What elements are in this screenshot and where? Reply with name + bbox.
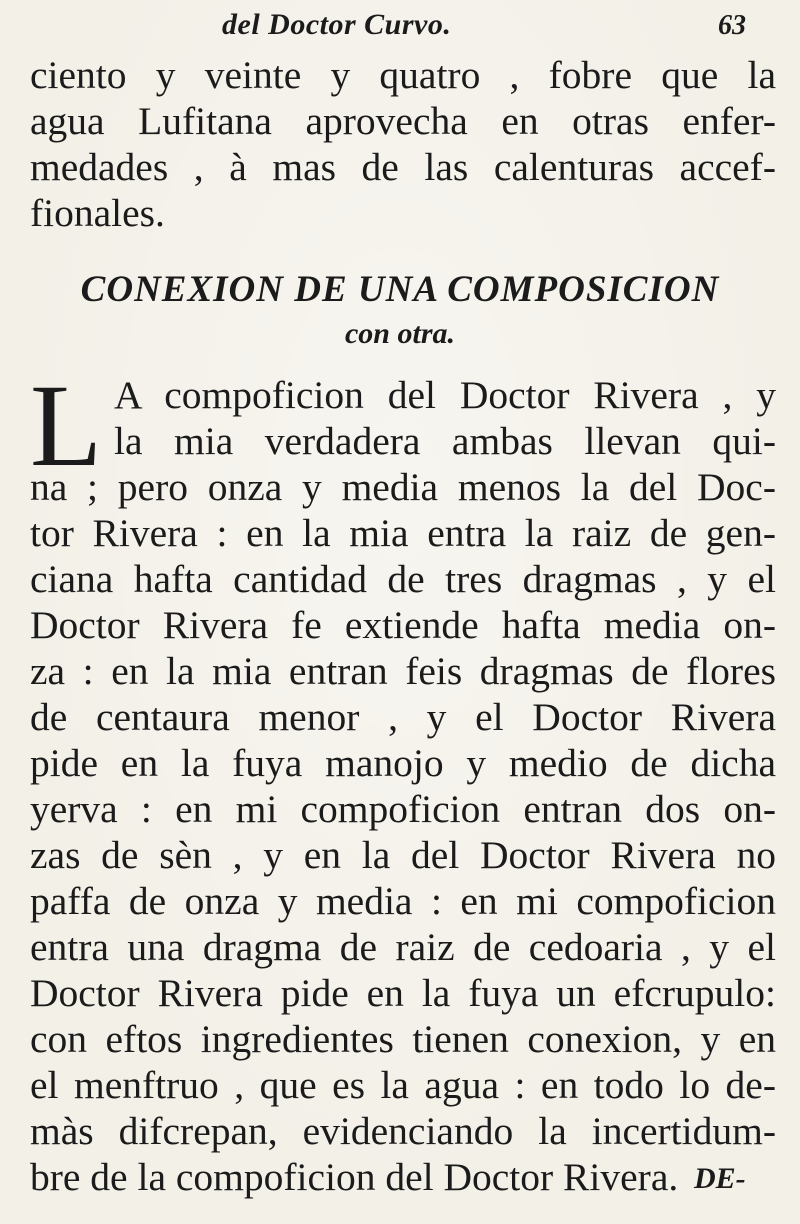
drop-cap: L [30, 360, 103, 491]
text-line: la mia verdadera ambas llevan qui- [114, 419, 776, 463]
text-line: tor Rivera : en la mia entra la raiz de gen- [30, 511, 776, 555]
section-subheading: con otra. [344, 317, 455, 350]
running-head [0, 8, 800, 48]
text-line: el menftruo , que es la agua : en todo lo de- [30, 1063, 776, 1107]
text-line: con eftos ingredientes tienen conexion, y en [30, 1017, 776, 1061]
text-line: za : en la mia entran feis dragmas de flores [30, 649, 776, 693]
text-line: paffa de onza y media : en mi compoficion [30, 879, 776, 923]
text-line: entra una dragma de raiz de cedoaria , y el [30, 925, 776, 969]
text-line: bre de la compoficion del Doctor Rivera. [30, 1155, 679, 1199]
text-line: ciana hafta cantidad de tres dragmas , y el [30, 557, 776, 601]
text-line: fionales. [30, 191, 165, 235]
text-line: medades , à mas de las calenturas accef- [30, 145, 776, 189]
page-number: 63 [718, 10, 746, 41]
text-line: zas de sèn , y en la del Doctor Rivera no [30, 833, 776, 877]
paragraph-2 [30, 360, 776, 1200]
text-line: na ; pero onza y media menos la del Doc- [30, 465, 776, 509]
text-line: yerva : en mi compoficion entran dos on- [30, 787, 776, 831]
section-heading: CONEXION DE UNA COMPOSICION [80, 269, 720, 310]
text-line: agua Lufitana aprovecha en otras enfer- [30, 99, 776, 143]
catchword: DE- [694, 1162, 746, 1195]
text-line: de centaura menor , y el Doctor Rivera [30, 695, 776, 739]
text-line: pide en la fuya manojo y medio de dicha [30, 741, 776, 785]
text-line: Doctor Rivera fe extiende hafta media on- [30, 603, 776, 647]
text-line: Doctor Rivera pide en la fuya un efcrupulo: [30, 971, 776, 1015]
paragraph-1 [30, 52, 776, 236]
text-line: ciento y veinte y quatro , fobre que la [30, 53, 776, 97]
running-title: del Doctor Curvo. [222, 8, 452, 41]
text-line: A compoficion del Doctor Rivera , y [114, 373, 776, 417]
text-line: màs difcrepan, evidenciando la incertidum- [30, 1109, 776, 1153]
